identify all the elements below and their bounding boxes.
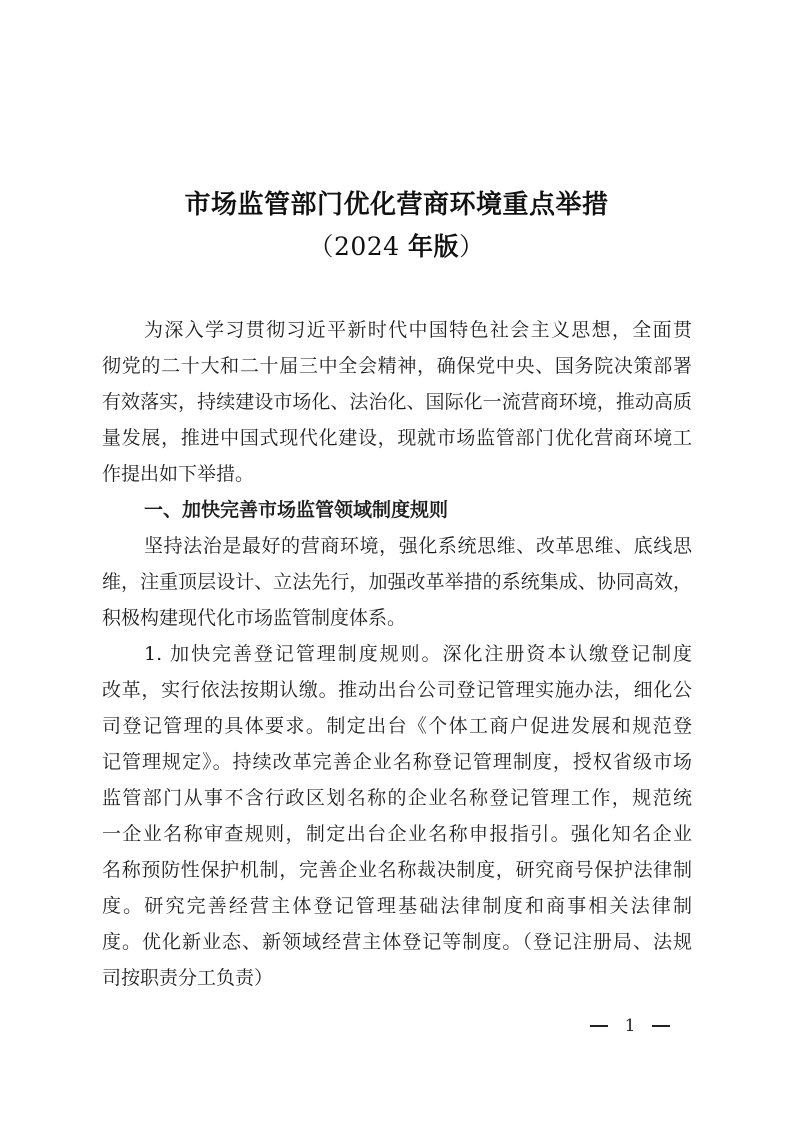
text-line: 量发展，推进中国式现代化建设，现就市场监管部门优化营商环境工 [102,427,692,449]
page-footer [590,1012,670,1040]
dash-right-icon [652,1025,670,1027]
text-line: 1. 加快完善登记管理制度规则。深化注册资本认缴登记制度 [144,643,692,665]
text-line: 一企业名称审查规则，制定出台企业名称申报指引。强化知名企业 [102,823,692,845]
text-line: 名称预防性保护机制，完善企业名称裁决制度，研究商号保护法律制 [102,859,692,881]
page-number: 1 [624,1016,636,1036]
paragraph-section-intro [102,528,692,636]
text-line: 司按职责分工负责） [102,967,274,989]
text-line: 改革，实行依法按期认缴。推动出台公司登记管理实施办法，细化公 [102,679,692,701]
document-subtitle [0,231,793,263]
document-title: 市场监管部门优化营商环境重点举措 [184,190,609,220]
text-line: 度。研究完善经营主体登记管理基础法律制度和商事相关法律制 [102,895,692,917]
text-line: 有效落实，持续建设市场化、法治化、国际化一流营商环境，推动高质 [102,391,692,413]
dash-left-icon [590,1025,608,1027]
text-line: 为深入学习贯彻习近平新时代中国特色社会主义思想，全面贯 [144,319,692,341]
section-heading [102,492,692,528]
text-line: 维，注重顶层设计、立法先行，加强改革举措的系统集成、协同高效， [102,571,692,593]
text-line: 彻党的二十大和二十届三中全会精神，确保党中央、国务院决策部署 [102,355,692,377]
subtitle-close: ） [459,232,485,261]
text-line: 作提出如下举措。 [102,463,255,485]
section-heading-text: 一、加快完善市场监管领域制度规则 [144,499,449,521]
text-line: 监管部门从事不含行政区划名称的企业名称登记管理工作，规范统 [102,787,692,809]
subtitle-edition: 年版 [408,232,460,261]
text-line: 积极构建现代化市场监管制度体系。 [102,607,407,629]
text-line: 司登记管理的具体要求。制定出台《个体工商户促进发展和规范登 [102,715,692,737]
document-body [102,312,692,996]
subtitle-year: （2024 [308,232,409,261]
paragraph-preamble [102,312,692,492]
text-line: 坚持法治是最好的营商环境，强化系统思维、改革思维、底线思 [144,535,692,557]
text-line: 度。优化新业态、新领域经营主体登记等制度。（登记注册局、法规 [102,931,692,953]
text-line: 记管理规定》。持续改革完善企业名称登记管理制度，授权省级市场 [102,751,692,773]
paragraph-item-1 [102,636,692,996]
